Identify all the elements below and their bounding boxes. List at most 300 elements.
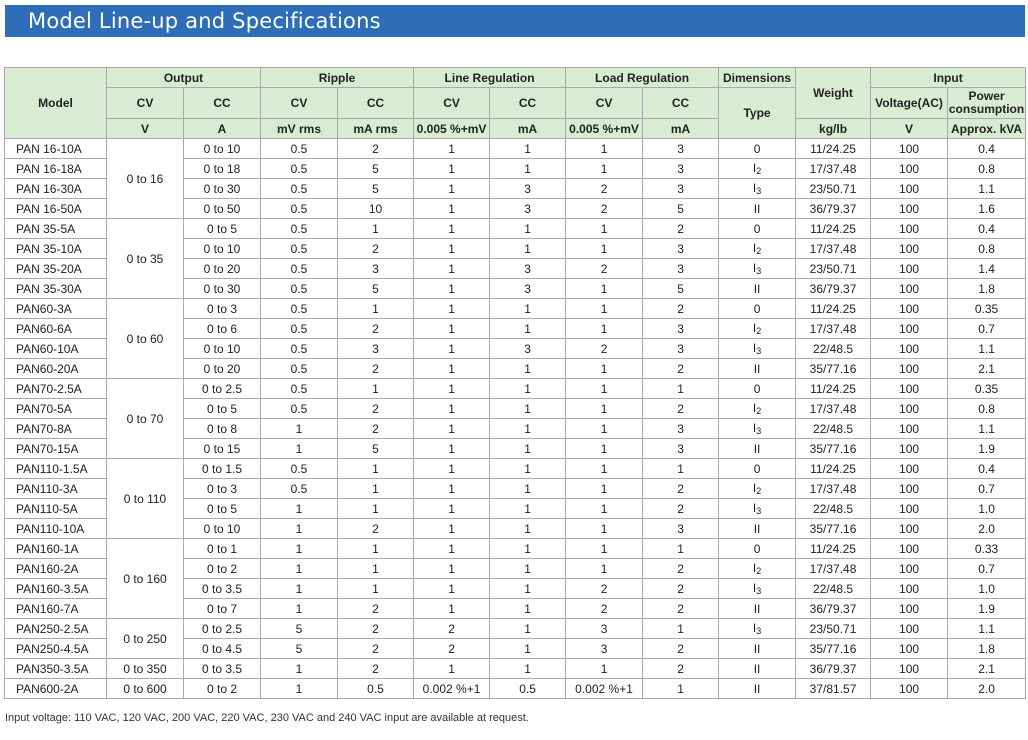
- output-cc-cell: 0 to 1: [184, 539, 261, 559]
- weight-cell: 22/48.5: [796, 579, 871, 599]
- line-cc-cell: 1: [490, 419, 566, 439]
- header-line-cc: CC: [490, 88, 566, 119]
- output-cc-cell: 0 to 2.5: [184, 379, 261, 399]
- title-banner: [5, 5, 1025, 37]
- model-cell: PAN160-7A: [5, 599, 107, 619]
- load-cc-cell: 5: [643, 279, 719, 299]
- ripple-cc-cell: 2: [338, 399, 414, 419]
- model-cell: PAN 35-30A: [5, 279, 107, 299]
- line-cc-cell: 1: [490, 619, 566, 639]
- load-cv-cell: 1: [566, 319, 643, 339]
- input-voltage-cell: 100: [871, 499, 948, 519]
- model-cell: PAN250-2.5A: [5, 619, 107, 639]
- header-ripple: Ripple: [261, 68, 414, 88]
- dimension-type-cell: [719, 599, 796, 619]
- weight-cell: 23/50.71: [796, 259, 871, 279]
- table-row: [5, 219, 1026, 239]
- line-cc-cell: 1: [490, 239, 566, 259]
- line-cc-cell: 1: [490, 479, 566, 499]
- weight-cell: 36/79.37: [796, 199, 871, 219]
- dimension-type-subscript: 3: [756, 505, 762, 516]
- dimension-type-cell: [719, 659, 796, 679]
- line-cc-cell: 1: [490, 499, 566, 519]
- ripple-cc-cell: 2: [338, 319, 414, 339]
- power-kva-cell: 0.8: [948, 399, 1026, 419]
- output-cv-range-cell: 0 to 160: [107, 539, 184, 619]
- unit-ripple-cv: mV rms: [261, 119, 338, 139]
- load-cc-cell: 3: [643, 259, 719, 279]
- ripple-cc-cell: 2: [338, 619, 414, 639]
- power-kva-cell: 1.0: [948, 579, 1026, 599]
- power-kva-cell: 0.7: [948, 319, 1026, 339]
- ripple-cc-cell: 1: [338, 579, 414, 599]
- output-cc-cell: 0 to 30: [184, 279, 261, 299]
- weight-cell: 17/37.48: [796, 159, 871, 179]
- line-cv-cell: 1: [414, 499, 490, 519]
- load-cc-cell: 3: [643, 439, 719, 459]
- ripple-cc-cell: 1: [338, 219, 414, 239]
- line-cc-cell: 1: [490, 219, 566, 239]
- model-cell: PAN70-2.5A: [5, 379, 107, 399]
- dimension-type-subscript: 3: [756, 345, 762, 356]
- header-load-cv: CV: [566, 88, 643, 119]
- power-kva-cell: 0.33: [948, 539, 1026, 559]
- input-voltage-cell: 100: [871, 419, 948, 439]
- load-cc-cell: 2: [643, 399, 719, 419]
- input-voltage-cell: 100: [871, 439, 948, 459]
- model-cell: PAN60-10A: [5, 339, 107, 359]
- input-voltage-cell: 100: [871, 299, 948, 319]
- model-cell: PAN 35-5A: [5, 219, 107, 239]
- dimension-type-cell: [719, 179, 796, 199]
- unit-input-voltage: V: [871, 119, 948, 139]
- load-cc-cell: 5: [643, 199, 719, 219]
- ripple-cc-cell: 2: [338, 419, 414, 439]
- load-cc-cell: 2: [643, 499, 719, 519]
- input-voltage-cell: 100: [871, 599, 948, 619]
- weight-cell: 17/37.48: [796, 479, 871, 499]
- weight-cell: 17/37.48: [796, 319, 871, 339]
- ripple-cv-cell: 0.5: [261, 279, 338, 299]
- weight-cell: 36/79.37: [796, 279, 871, 299]
- power-kva-cell: 0.35: [948, 299, 1026, 319]
- load-cc-cell: 3: [643, 239, 719, 259]
- model-cell: PAN110-1.5A: [5, 459, 107, 479]
- dimension-type-subscript: 2: [756, 165, 762, 176]
- dimension-type-label: 0: [753, 541, 761, 556]
- header-load-cc: CC: [643, 88, 719, 119]
- ripple-cc-cell: 2: [338, 519, 414, 539]
- weight-cell: 11/24.25: [796, 459, 871, 479]
- line-cv-cell: 1: [414, 579, 490, 599]
- model-cell: PAN110-5A: [5, 499, 107, 519]
- power-kva-cell: 1.4: [948, 259, 1026, 279]
- ripple-cc-cell: 2: [338, 599, 414, 619]
- dimension-type-cell: [719, 499, 796, 519]
- load-cv-cell: 1: [566, 559, 643, 579]
- load-cv-cell: 1: [566, 159, 643, 179]
- dimension-type-label: II: [753, 681, 761, 696]
- input-voltage-cell: 100: [871, 239, 948, 259]
- model-cell: PAN110-3A: [5, 479, 107, 499]
- ripple-cc-cell: 3: [338, 339, 414, 359]
- power-kva-cell: 1.8: [948, 639, 1026, 659]
- ripple-cv-cell: 0.5: [261, 379, 338, 399]
- unit-load-cv: 0.005 %+mV: [566, 119, 643, 139]
- model-cell: PAN70-8A: [5, 419, 107, 439]
- line-cc-cell: 1: [490, 539, 566, 559]
- load-cv-cell: 2: [566, 579, 643, 599]
- power-kva-cell: 0.8: [948, 239, 1026, 259]
- model-cell: PAN160-2A: [5, 559, 107, 579]
- weight-cell: 37/81.57: [796, 679, 871, 699]
- ripple-cv-cell: 0.5: [261, 339, 338, 359]
- ripple-cv-cell: 1: [261, 519, 338, 539]
- ripple-cv-cell: 1: [261, 579, 338, 599]
- ripple-cc-cell: 2: [338, 139, 414, 159]
- weight-cell: 36/79.37: [796, 599, 871, 619]
- load-cv-cell: 1: [566, 239, 643, 259]
- line-cv-cell: 1: [414, 419, 490, 439]
- dimension-type-label: 0: [753, 381, 761, 396]
- model-cell: PAN 16-50A: [5, 199, 107, 219]
- power-kva-cell: 0.4: [948, 139, 1026, 159]
- load-cv-cell: 2: [566, 339, 643, 359]
- line-cc-cell: 3: [490, 179, 566, 199]
- ripple-cv-cell: 0.5: [261, 199, 338, 219]
- table-header: [5, 68, 1026, 139]
- line-cv-cell: 1: [414, 659, 490, 679]
- line-cv-cell: 2: [414, 619, 490, 639]
- line-cc-cell: 1: [490, 579, 566, 599]
- unit-line-cv: 0.005 %+mV: [414, 119, 490, 139]
- output-cv-range-cell: 0 to 60: [107, 299, 184, 379]
- model-cell: PAN160-3.5A: [5, 579, 107, 599]
- dimension-type-label: II: [753, 281, 761, 296]
- input-voltage-cell: 100: [871, 519, 948, 539]
- output-cv-range-cell: 0 to 250: [107, 619, 184, 659]
- power-kva-cell: 1.6: [948, 199, 1026, 219]
- load-cc-cell: 2: [643, 659, 719, 679]
- ripple-cc-cell: 5: [338, 179, 414, 199]
- ripple-cc-cell: 3: [338, 259, 414, 279]
- ripple-cc-cell: 2: [338, 639, 414, 659]
- line-cc-cell: 1: [490, 159, 566, 179]
- load-cv-cell: 1: [566, 659, 643, 679]
- header-output-cv: CV: [107, 88, 184, 119]
- model-cell: PAN70-15A: [5, 439, 107, 459]
- dimension-type-cell: [719, 439, 796, 459]
- ripple-cv-cell: 1: [261, 659, 338, 679]
- dimension-type-subscript: 3: [756, 585, 762, 596]
- output-cv-range-cell: 0 to 70: [107, 379, 184, 459]
- power-kva-cell: 0.35: [948, 379, 1026, 399]
- output-cc-cell: 0 to 10: [184, 339, 261, 359]
- weight-cell: 22/48.5: [796, 419, 871, 439]
- line-cc-cell: 1: [490, 139, 566, 159]
- load-cv-cell: 1: [566, 219, 643, 239]
- dimension-type-cell: [719, 139, 796, 159]
- dimension-type-cell: [719, 339, 796, 359]
- dimension-type-cell: [719, 219, 796, 239]
- line-cv-cell: 1: [414, 359, 490, 379]
- load-cv-cell: 1: [566, 499, 643, 519]
- dimension-type-subscript: 2: [756, 565, 762, 576]
- dimension-type-label: 0: [753, 221, 761, 236]
- dimension-type-label: II: [753, 661, 761, 676]
- dimension-type-cell: [719, 239, 796, 259]
- dimension-type-label: I: [752, 560, 757, 575]
- power-kva-cell: 0.7: [948, 479, 1026, 499]
- line-cc-cell: 3: [490, 279, 566, 299]
- table-row: [5, 619, 1026, 639]
- ripple-cc-cell: 1: [338, 559, 414, 579]
- output-cc-cell: 0 to 8: [184, 419, 261, 439]
- load-cc-cell: 3: [643, 419, 719, 439]
- input-voltage-cell: 100: [871, 559, 948, 579]
- load-cc-cell: 2: [643, 479, 719, 499]
- load-cv-cell: 2: [566, 179, 643, 199]
- weight-cell: 36/79.37: [796, 659, 871, 679]
- dimension-type-subscript: 3: [756, 425, 762, 436]
- line-cv-cell: 1: [414, 599, 490, 619]
- output-cc-cell: 0 to 1.5: [184, 459, 261, 479]
- line-cc-cell: 1: [490, 319, 566, 339]
- dimension-type-cell: [719, 459, 796, 479]
- dimension-type-cell: [719, 639, 796, 659]
- line-cc-cell: 1: [490, 459, 566, 479]
- output-cc-cell: 0 to 50: [184, 199, 261, 219]
- power-kva-cell: 2.0: [948, 519, 1026, 539]
- dimension-type-label: 0: [753, 301, 761, 316]
- line-cv-cell: 1: [414, 199, 490, 219]
- load-cc-cell: 1: [643, 619, 719, 639]
- line-cv-cell: 1: [414, 559, 490, 579]
- input-voltage-cell: 100: [871, 259, 948, 279]
- input-voltage-cell: 100: [871, 399, 948, 419]
- power-kva-cell: 1.1: [948, 179, 1026, 199]
- header-line-regulation: Line Regulation: [414, 68, 566, 88]
- model-cell: PAN 16-30A: [5, 179, 107, 199]
- input-voltage-cell: 100: [871, 199, 948, 219]
- dimension-type-subscript: 2: [756, 485, 762, 496]
- ripple-cc-cell: 1: [338, 299, 414, 319]
- dimension-type-cell: [719, 619, 796, 639]
- line-cc-cell: 0.5: [490, 679, 566, 699]
- ripple-cv-cell: 0.5: [261, 179, 338, 199]
- dimension-type-cell: [719, 319, 796, 339]
- load-cv-cell: 3: [566, 639, 643, 659]
- unit-line-cc: mA: [490, 119, 566, 139]
- load-cv-cell: 1: [566, 399, 643, 419]
- input-voltage-cell: 100: [871, 379, 948, 399]
- table-row: [5, 299, 1026, 319]
- line-cc-cell: 3: [490, 199, 566, 219]
- output-cv-range-cell: 0 to 350: [107, 659, 184, 679]
- line-cc-cell: 1: [490, 519, 566, 539]
- output-cv-range-cell: 0 to 16: [107, 139, 184, 219]
- ripple-cc-cell: 5: [338, 279, 414, 299]
- weight-cell: 23/50.71: [796, 619, 871, 639]
- table-row: [5, 679, 1026, 699]
- input-voltage-cell: 100: [871, 219, 948, 239]
- ripple-cv-cell: 5: [261, 619, 338, 639]
- output-cc-cell: 0 to 18: [184, 159, 261, 179]
- model-cell: PAN110-10A: [5, 519, 107, 539]
- load-cc-cell: 3: [643, 319, 719, 339]
- dimension-type-cell: [719, 559, 796, 579]
- dimension-type-cell: [719, 419, 796, 439]
- line-cv-cell: 1: [414, 159, 490, 179]
- weight-cell: 11/24.25: [796, 139, 871, 159]
- load-cv-cell: 1: [566, 299, 643, 319]
- footnote: Input voltage: 110 VAC, 120 VAC, 200 VAC, 220 VAC, 230 VAC and 240 VAC input are available at request.: [5, 712, 529, 724]
- weight-cell: 17/37.48: [796, 399, 871, 419]
- output-cv-range-cell: 0 to 110: [107, 459, 184, 539]
- output-cc-cell: 0 to 7: [184, 599, 261, 619]
- load-cc-cell: 2: [643, 599, 719, 619]
- load-cc-cell: 2: [643, 359, 719, 379]
- input-voltage-cell: 100: [871, 279, 948, 299]
- input-voltage-cell: 100: [871, 459, 948, 479]
- output-cc-cell: 0 to 10: [184, 239, 261, 259]
- dimension-type-subscript: 3: [756, 265, 762, 276]
- ripple-cc-cell: 5: [338, 439, 414, 459]
- load-cv-cell: 2: [566, 599, 643, 619]
- header-ripple-cv: CV: [261, 88, 338, 119]
- output-cc-cell: 0 to 3: [184, 479, 261, 499]
- line-cv-cell: 1: [414, 259, 490, 279]
- line-cv-cell: 1: [414, 379, 490, 399]
- output-cc-cell: 0 to 2.5: [184, 619, 261, 639]
- line-cc-cell: 1: [490, 659, 566, 679]
- ripple-cv-cell: 1: [261, 559, 338, 579]
- line-cv-cell: 1: [414, 519, 490, 539]
- load-cc-cell: 2: [643, 299, 719, 319]
- ripple-cv-cell: 0.5: [261, 459, 338, 479]
- power-kva-cell: 0.8: [948, 159, 1026, 179]
- line-cc-cell: 1: [490, 359, 566, 379]
- output-cc-cell: 0 to 3.5: [184, 659, 261, 679]
- dimension-type-label: I: [752, 480, 757, 495]
- output-cc-cell: 0 to 15: [184, 439, 261, 459]
- load-cc-cell: 1: [643, 679, 719, 699]
- output-cc-cell: 0 to 2: [184, 559, 261, 579]
- power-kva-cell: 1.8: [948, 279, 1026, 299]
- dimension-type-cell: [719, 399, 796, 419]
- dimension-type-label: I: [752, 240, 757, 255]
- load-cc-cell: 2: [643, 559, 719, 579]
- unit-ripple-cc: mA rms: [338, 119, 414, 139]
- input-voltage-cell: 100: [871, 159, 948, 179]
- load-cv-cell: 1: [566, 519, 643, 539]
- unit-weight: kg/lb: [796, 119, 871, 139]
- model-cell: PAN 16-18A: [5, 159, 107, 179]
- line-cv-cell: 1: [414, 179, 490, 199]
- output-cc-cell: 0 to 5: [184, 219, 261, 239]
- power-kva-cell: 0.4: [948, 459, 1026, 479]
- dimension-type-subscript: 2: [756, 325, 762, 336]
- load-cv-cell: 1: [566, 139, 643, 159]
- power-kva-cell: 1.9: [948, 599, 1026, 619]
- dimension-type-cell: [719, 199, 796, 219]
- load-cv-cell: 1: [566, 419, 643, 439]
- load-cc-cell: 2: [643, 639, 719, 659]
- ripple-cv-cell: 1: [261, 419, 338, 439]
- dimension-type-cell: [719, 579, 796, 599]
- dimension-type-cell: [719, 359, 796, 379]
- output-cc-cell: 0 to 3: [184, 299, 261, 319]
- table-row: [5, 459, 1026, 479]
- dimension-type-label: II: [753, 441, 761, 456]
- unit-output-cv: V: [107, 119, 184, 139]
- dimension-type-cell: [719, 539, 796, 559]
- ripple-cv-cell: 0.5: [261, 139, 338, 159]
- ripple-cc-cell: 1: [338, 379, 414, 399]
- table-row: [5, 659, 1026, 679]
- model-cell: PAN350-3.5A: [5, 659, 107, 679]
- load-cv-cell: 3: [566, 619, 643, 639]
- ripple-cc-cell: 1: [338, 479, 414, 499]
- input-voltage-cell: 100: [871, 619, 948, 639]
- dimension-type-cell: [719, 679, 796, 699]
- output-cc-cell: 0 to 20: [184, 259, 261, 279]
- weight-cell: 35/77.16: [796, 519, 871, 539]
- power-kva-cell: 0.7: [948, 559, 1026, 579]
- header-power-consumption: Power consumption: [948, 88, 1026, 119]
- input-voltage-cell: 100: [871, 339, 948, 359]
- load-cc-cell: 3: [643, 179, 719, 199]
- load-cc-cell: 3: [643, 159, 719, 179]
- line-cv-cell: 1: [414, 319, 490, 339]
- line-cv-cell: 1: [414, 459, 490, 479]
- input-voltage-cell: 100: [871, 319, 948, 339]
- weight-cell: 11/24.25: [796, 539, 871, 559]
- model-cell: PAN60-3A: [5, 299, 107, 319]
- input-voltage-cell: 100: [871, 139, 948, 159]
- unit-load-cc: mA: [643, 119, 719, 139]
- line-cv-cell: 2: [414, 639, 490, 659]
- line-cc-cell: 1: [490, 299, 566, 319]
- header-ripple-cc: CC: [338, 88, 414, 119]
- ripple-cv-cell: 0.5: [261, 299, 338, 319]
- model-cell: PAN600-2A: [5, 679, 107, 699]
- load-cc-cell: 1: [643, 379, 719, 399]
- load-cv-cell: 1: [566, 539, 643, 559]
- output-cc-cell: 0 to 10: [184, 519, 261, 539]
- line-cv-cell: 1: [414, 399, 490, 419]
- input-voltage-cell: 100: [871, 479, 948, 499]
- line-cc-cell: 1: [490, 399, 566, 419]
- dimension-type-cell: [719, 159, 796, 179]
- load-cv-cell: 1: [566, 439, 643, 459]
- table-row: [5, 139, 1026, 159]
- dimension-type-cell: [719, 379, 796, 399]
- ripple-cc-cell: 5: [338, 159, 414, 179]
- load-cv-cell: 1: [566, 379, 643, 399]
- output-cc-cell: 0 to 2: [184, 679, 261, 699]
- dimension-type-label: I: [752, 500, 757, 515]
- ripple-cv-cell: 0.5: [261, 239, 338, 259]
- weight-cell: 22/48.5: [796, 499, 871, 519]
- model-cell: PAN160-1A: [5, 539, 107, 559]
- load-cc-cell: 1: [643, 539, 719, 559]
- line-cv-cell: 0.002 %+1: [414, 679, 490, 699]
- load-cc-cell: 2: [643, 219, 719, 239]
- model-cell: PAN250-4.5A: [5, 639, 107, 659]
- output-cc-cell: 0 to 30: [184, 179, 261, 199]
- dimension-type-cell: [719, 479, 796, 499]
